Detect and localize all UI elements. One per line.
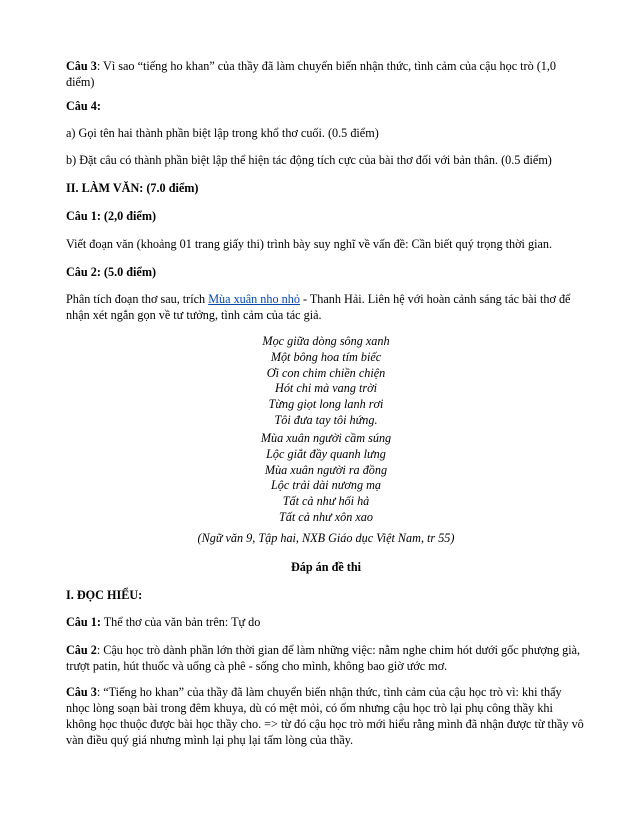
poem-line: Lộc giắt đầy quanh lưng bbox=[266, 446, 386, 461]
answer-3-text: : “Tiếng ho khan” của thầy đã làm chuyển biến nhận thức, tình cảm của cậu học trò vì: khi thấy nhọc lòng soạn bài trong đêm khuya, dù có mệt mỏi, có ốm nhưng cậu học trò lại phụ công thầy khi không học thuộc được bài học thầy cho. => từ đó cậu học trò mới hiểu rằng mình đã nhận được từ thầy vô vàn điều quý giá nhưng mình lại phụ lại tấm lòng của thầy. bbox=[66, 685, 584, 747]
poem-line: Ơi con chim chiền chiện bbox=[266, 365, 386, 380]
poem-source: (Ngữ văn 9, Tập hai, NXB Giáo dục Việt Nam, tr 55) bbox=[197, 531, 455, 545]
answer-2-label: Câu 2 bbox=[66, 643, 97, 657]
question-4b: b) Đặt câu có thành phần biệt lập thể hiện tác động tích cực của bài thơ đối với bản thân. (0.5 điểm) bbox=[66, 153, 552, 167]
writing-question-1-label: Câu 1: (2,0 điểm) bbox=[66, 209, 157, 223]
section-reading-heading: I. ĐỌC HIỂU: bbox=[66, 588, 143, 602]
question-3-text: : Vì sao “tiếng ho khan” của thầy đã làm chuyển biến nhận thức, tình cảm của cậu học trò (1,0 điểm) bbox=[66, 59, 557, 89]
poem-title-link[interactable]: Mùa xuân nho nhỏ bbox=[208, 292, 300, 306]
answer-3-label: Câu 3 bbox=[66, 685, 97, 699]
poem-line: Tất cả như xôn xao bbox=[279, 509, 373, 524]
writing-question-2-text bbox=[66, 291, 586, 323]
poem-line: Tất cả như hối hả bbox=[282, 494, 370, 509]
writing-question-1-text: Viết đoạn văn (khoảng 01 trang giấy thi) trình bày suy nghĩ về vấn đề: Cần biết quý trọng thời gian. bbox=[66, 237, 553, 251]
section-writing-heading: II. LÀM VĂN: (7.0 điểm) bbox=[66, 181, 199, 195]
answer-1-label: Câu 1: bbox=[66, 615, 101, 629]
writing-question-2-label: Câu 2: (5.0 điểm) bbox=[66, 265, 157, 279]
question-4a: a) Gọi tên hai thành phần biệt lập trong khổ thơ cuối. (0.5 điểm) bbox=[66, 126, 379, 140]
answer-1 bbox=[66, 614, 586, 630]
question-3 bbox=[66, 58, 586, 90]
poem-line: Lộc trải dài nương mạ bbox=[271, 478, 381, 493]
writing-question-2-text-after: - Thanh Hải. Liên hệ với hoàn cảnh sáng tác bài thơ để nhận xét ngắn gọn về tư tưởng, tình cảm của tác giả. bbox=[66, 292, 571, 322]
poem-stanza-2 bbox=[66, 431, 586, 526]
answer-3 bbox=[66, 684, 586, 748]
writing-question-2-text-before: Phân tích đoạn thơ sau, trích bbox=[66, 292, 209, 306]
poem-line: Mọc giữa dòng sông xanh bbox=[262, 334, 390, 348]
answer-2 bbox=[66, 642, 586, 674]
poem-line: Từng giọt long lanh rơi bbox=[268, 397, 384, 412]
question-3-label: Câu 3 bbox=[66, 59, 97, 73]
poem-line: Mùa xuân người cầm súng bbox=[260, 431, 392, 445]
answer-1-text: Thể thơ của văn bản trên: Tự do bbox=[100, 615, 261, 629]
answer-title: Đáp án đề thi bbox=[290, 560, 362, 574]
poem-line: Hót chi mà vang trời bbox=[275, 381, 377, 396]
question-4-label: Câu 4: bbox=[66, 99, 101, 113]
answer-2-text: : Cậu học trò dành phần lớn thời gian để làm những việc: nằm nghe chim hót dưới gốc phượng già, trượt patin, hút thuốc và uống cà phê - sống cho mình, không bao giờ ước mơ. bbox=[66, 643, 581, 673]
poem-line: Mùa xuân người ra đồng bbox=[264, 462, 388, 477]
poem-line: Tôi đưa tay tôi hứng. bbox=[274, 412, 378, 427]
poem-line: Một bông hoa tím biếc bbox=[270, 349, 382, 364]
poem-stanza-1 bbox=[66, 334, 586, 429]
